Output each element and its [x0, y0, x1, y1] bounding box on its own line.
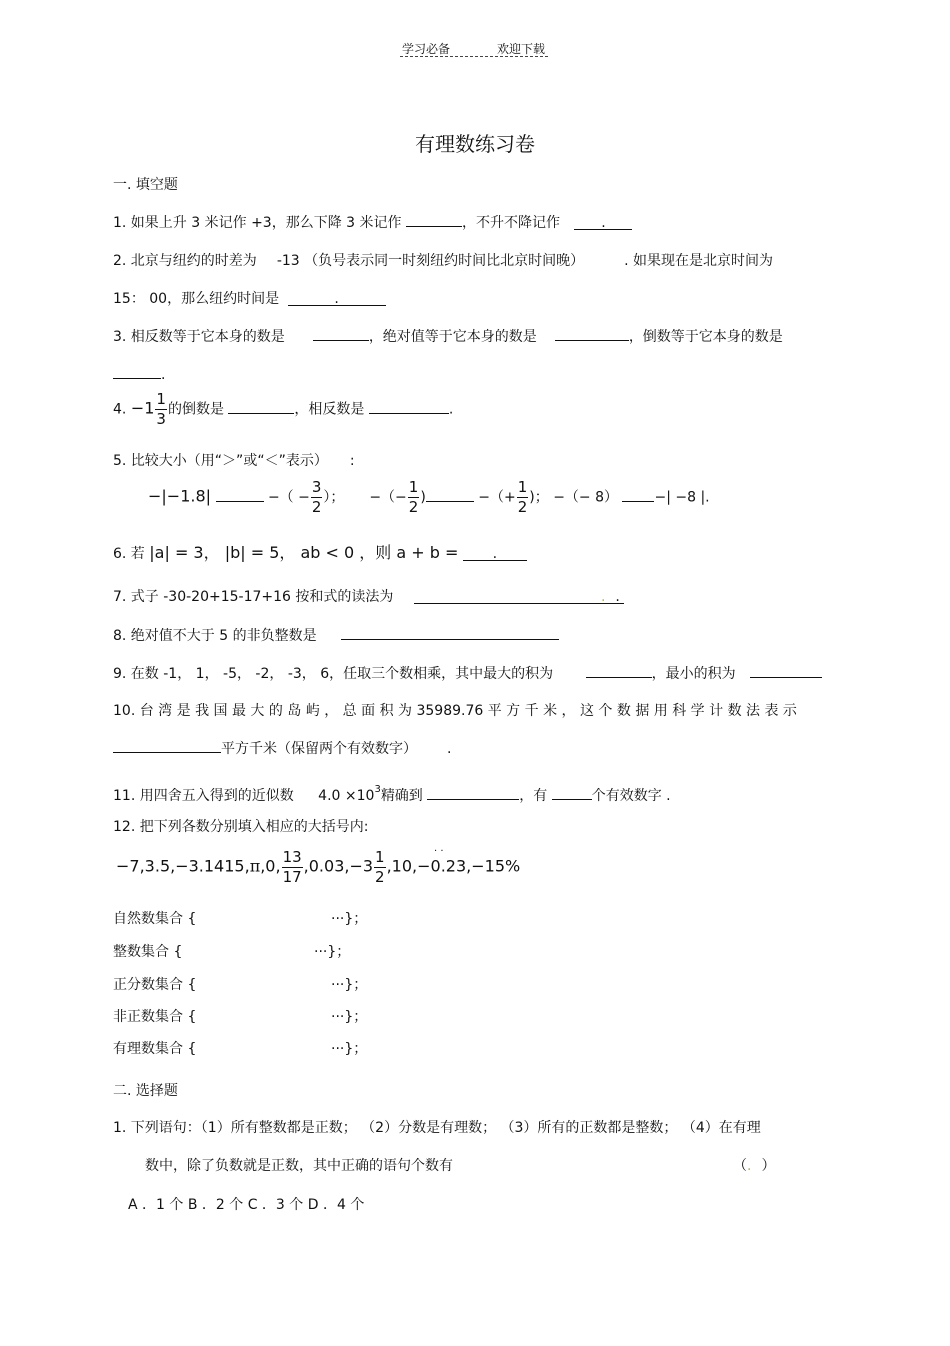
set-non-positive: 非正数集合 {: [113, 1009, 197, 1025]
answer-blank[interactable]: .: [463, 546, 527, 561]
question-9: 9. 在数 -1， 1， -5， -2， -3， 6，任取三个数相乘，其中最大的积为 ，最小的积为: [113, 663, 822, 683]
question-5-expressions: −|−1.8| −（ − $\frac{3}{2}$ ）； −（− $\frac{1}{2}$ ) −（+ $\frac{1}{2}$ )； −（− 8） −| −8 |.: [148, 478, 710, 516]
answer-blank[interactable]: . .: [414, 589, 624, 604]
question-7: 7. 式子 -30-20+15-17+16 按和式的读法为 . .: [113, 586, 624, 606]
answer-blank[interactable]: [113, 738, 221, 753]
fraction: $\frac{1}{2}$: [408, 478, 419, 516]
choice-question-1-cont: 数中，除了负数就是正数，其中正确的语句个数有: [145, 1158, 453, 1174]
answer-blank[interactable]: .: [574, 215, 632, 230]
question-10: 10. 台 湾 是 我 国 最 大 的 岛 屿 ， 总 面 积 为 35989.76 平 方 千 米 ， 这 个 数 据 用 科 学 计 数 法 表 示: [113, 703, 797, 719]
answer-blank[interactable]: [586, 663, 652, 678]
answer-blank[interactable]: [426, 487, 474, 502]
question-11: 11. 用四舍五入得到的近似数 $4.0 \times 10^3$精确到 ，有 个有效数字 .: [113, 784, 671, 804]
answer-blank[interactable]: [113, 364, 161, 379]
question-2-cont: 15： 00，那么纽约时间是 .: [113, 288, 386, 308]
page-title: 有理数练习卷: [415, 132, 535, 156]
repeating-dots: · ·: [434, 846, 444, 857]
question-5: 5. 比较大小（用“＞”或“＜”表示） :: [113, 453, 355, 469]
set-natural-end: ···}；: [331, 911, 368, 927]
answer-paren[interactable]: （. ）: [733, 1158, 776, 1174]
answer-blank[interactable]: [313, 326, 369, 341]
answer-blank[interactable]: [216, 487, 264, 502]
set-positive-fraction-end: ···}；: [331, 977, 368, 993]
answer-blank[interactable]: [427, 785, 519, 800]
answer-blank[interactable]: .: [288, 291, 386, 306]
question-8: 8. 绝对值不大于 5 的非负整数是: [113, 625, 559, 645]
question-12: 12. 把下列各数分别填入相应的大括号内:: [113, 819, 369, 835]
header-right: 欢迎下载: [497, 42, 546, 56]
set-integer: 整数集合 {: [113, 944, 183, 960]
answer-blank[interactable]: [228, 399, 294, 414]
choice-question-1: 1. 下列语句：（1）所有整数都是正数； （2）分数是有理数； （3）所有的正数都是整数； （4）在有理: [113, 1120, 761, 1136]
choice-options[interactable]: A ．1 个 B ．2 个 C ．3 个 D ．4 个: [128, 1197, 365, 1213]
section-multiple-choice: 二. 选择题: [113, 1083, 178, 1099]
set-non-positive-end: ···}；: [331, 1009, 368, 1025]
set-natural: 自然数集合 {: [113, 911, 197, 927]
question-10-cont: 平方千米（保留两个有效数字） .: [113, 738, 451, 758]
number-list: −7,3.5,−3.1415,π,0, $\frac{13}{17}$ ,0.03,−3 $\frac{1}{2}$ ,10,−0.23,−15%: [116, 848, 521, 886]
fraction: $\frac{13}{17}$: [282, 848, 302, 886]
fraction: $\frac{1}{2}$: [517, 478, 528, 516]
answer-blank[interactable]: [341, 625, 559, 640]
fraction: $\frac{1}{2}$: [375, 848, 385, 886]
fraction: $\frac{1}{3}$: [156, 390, 166, 428]
section-fill-blank: 一. 填空题: [113, 177, 178, 193]
answer-blank[interactable]: [555, 326, 629, 341]
question-1: 1. 如果上升 3 米记作 +3，那么下降 3 米记作 ，不升不降记作 .: [113, 212, 632, 232]
page-header: [400, 40, 548, 57]
answer-blank[interactable]: [552, 785, 592, 800]
answer-blank[interactable]: [369, 399, 449, 414]
question-6: 6. 若 |a| = 3， |b| = 5， ab < 0 ，则 a + b = .: [113, 540, 527, 563]
question-3: 3. 相反数等于它本身的数是 ，绝对值等于它本身的数是 ，倒数等于它本身的数是: [113, 326, 783, 346]
question-2: 2. 北京与纽约的时差为 -13 （负号表示同一时刻纽约时间比北京时间晚） . 如果现在是北京时间为: [113, 253, 774, 269]
set-rational: 有理数集合 {: [113, 1041, 197, 1057]
header-left: 学习必备: [402, 42, 451, 56]
answer-blank[interactable]: [406, 212, 462, 227]
question-3-cont: .: [113, 364, 165, 383]
set-rational-end: ···}；: [331, 1041, 368, 1057]
question-4: 4. −1 $\frac{1}{3}$ 的倒数是 ，相反数是 .: [113, 390, 454, 428]
answer-blank[interactable]: [750, 663, 822, 678]
answer-blank[interactable]: [622, 487, 654, 502]
fraction: $\frac{3}{2}$: [311, 478, 322, 516]
set-integer-end: ···}；: [314, 944, 351, 960]
set-positive-fraction: 正分数集合 {: [113, 977, 197, 993]
